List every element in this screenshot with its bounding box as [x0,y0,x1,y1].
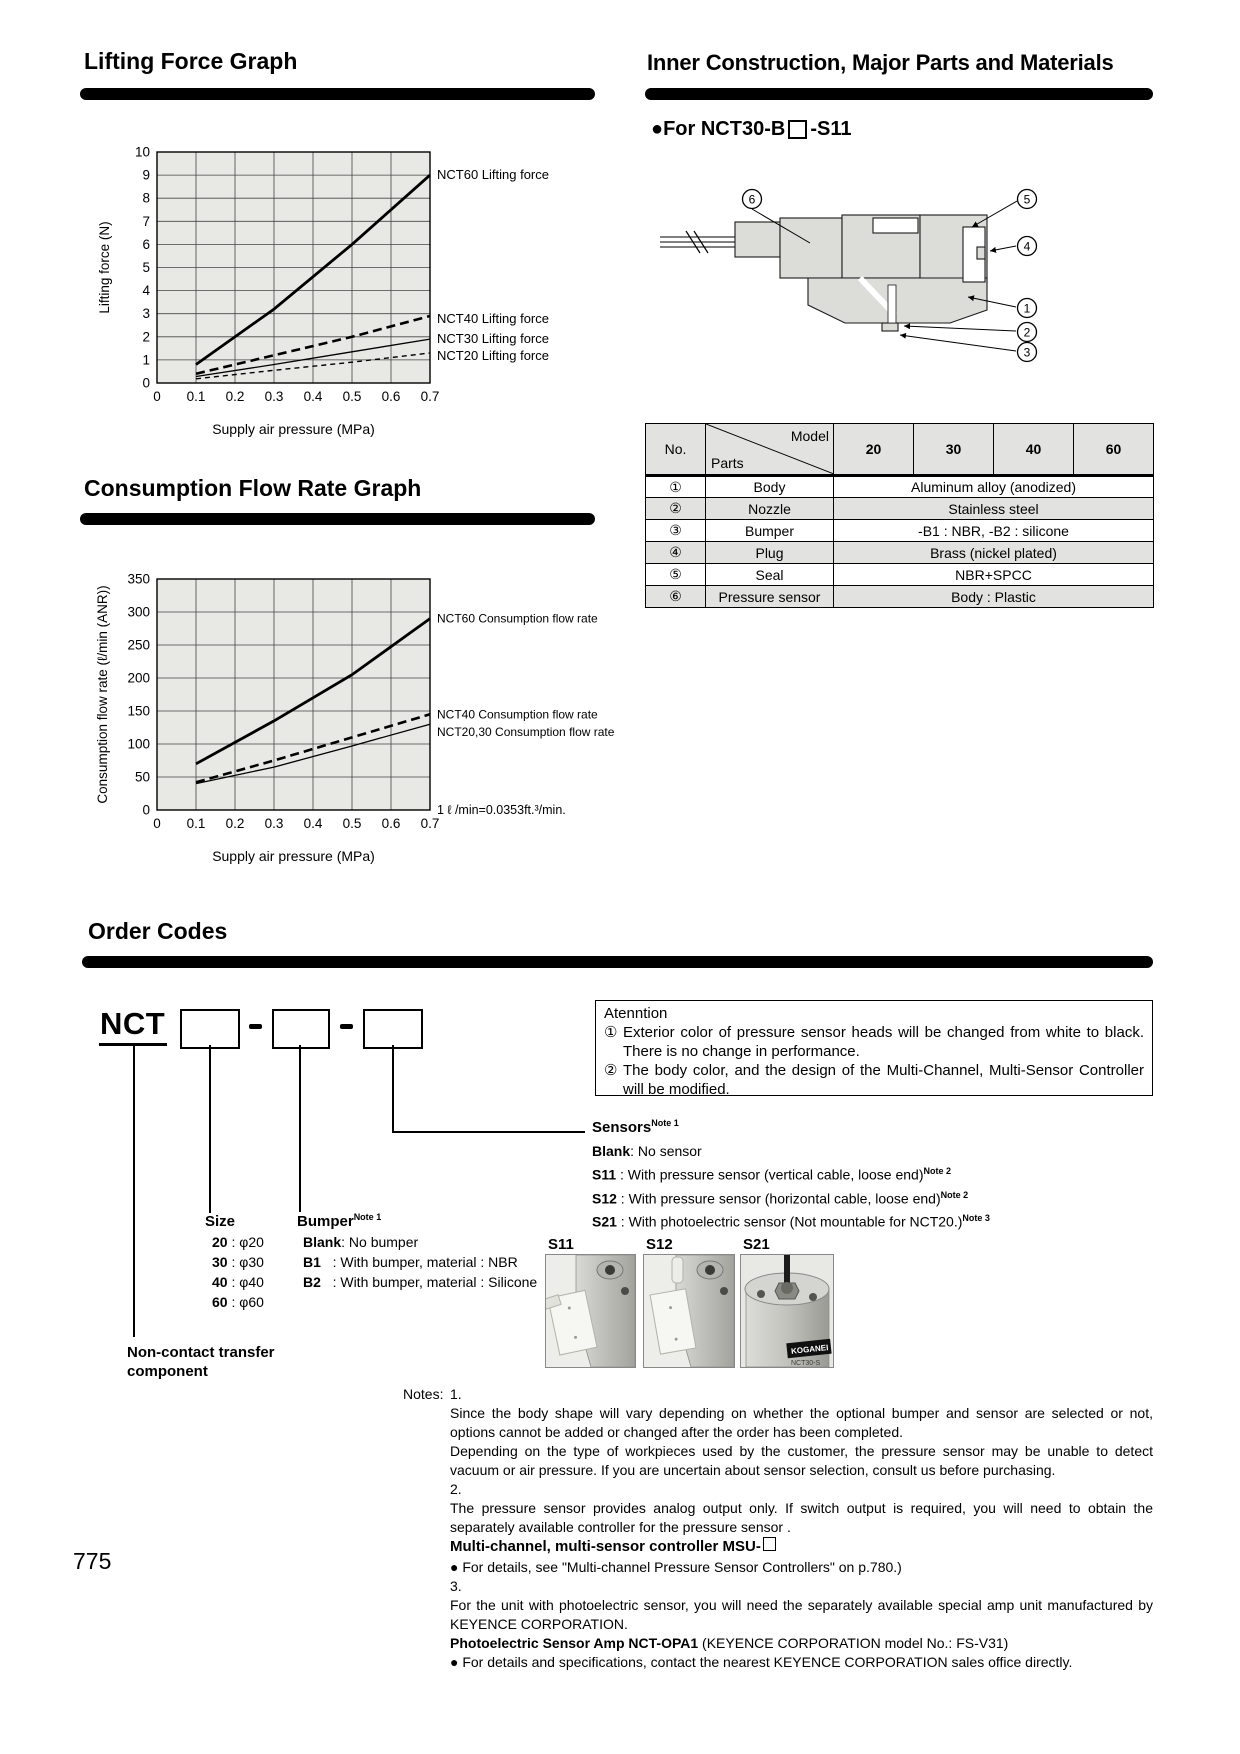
row-material: Body : Plastic [834,586,1154,608]
bumper-option: Blank: No bumper [303,1234,419,1250]
callout-1: 1 [1023,301,1031,316]
connector-sensor-h [392,1131,585,1133]
table-row [646,564,1154,586]
page-number: 775 [73,1548,112,1574]
connector-sensor-v [392,1045,394,1133]
col-no: No. [646,424,706,476]
svg-text:Lifting force (N): Lifting force (N) [97,221,112,314]
row-part: Bumper [706,520,834,542]
attention-title: Atenntion [604,1005,668,1022]
svg-text:0.7: 0.7 [420,389,440,404]
photo-label-s21: S21 [743,1236,770,1253]
sensor-photo-s11-image [546,1255,635,1367]
svg-text:0.6: 0.6 [381,816,401,831]
svg-text:NCT60 Lifting force: NCT60 Lifting force [437,167,549,183]
svg-text:NCT30 Lifting force: NCT30 Lifting force [437,331,549,347]
consumption-flow-rate-chart [85,565,630,875]
row-no: ⑤ [646,564,706,586]
cable [660,231,735,253]
table-row [646,476,1154,498]
circled-1: ① [604,1024,618,1042]
model-caption: NCT30-S [791,1360,821,1367]
svg-text:NCT60 Consumption flow rate: NCT60 Consumption flow rate [437,611,598,626]
sensor-option: S21 : With photoelectric sensor (Not mountable for NCT20.)$^{Note 3}$ [592,1213,990,1230]
bumper-legend [297,1212,537,1290]
callout-6: 6 [748,192,756,207]
bumper-option: B1 : With bumper, material : NBR [303,1254,518,1270]
header-parts: Parts [711,455,744,471]
inner-construction-diagram [650,185,1050,370]
subtitle-prefix: ●For NCT30-B [651,118,786,140]
svg-text:8: 8 [142,190,150,206]
svg-text:0.2: 0.2 [225,389,245,404]
svg-text:5: 5 [142,260,150,275]
row-part: Nozzle [706,498,834,520]
svg-text:0.4: 0.4 [303,816,323,831]
sensor-amp-line: Photoelectric Sensor Amp NCT-OPA1 (KEYENCE CORPORATION model No.: FS-V31) [450,1634,1009,1651]
size-legend [205,1213,264,1310]
row-material: Aluminum alloy (anodized) [834,476,1154,498]
sensor-option: S12 : With pressure sensor (horizontal cable, loose end)$^{Note 2}$ [592,1189,969,1207]
photo-s21 [740,1236,834,1368]
table-row [646,498,1154,520]
table-row [646,520,1154,542]
row-no: ④ [646,542,706,564]
blank-box-glyph [788,120,807,139]
lifting-force-chart [85,138,630,445]
lifting-force-graph-title: Lifting Force Graph [84,48,298,74]
section-rule [80,88,595,100]
circled-2: ② [604,1062,618,1080]
bumper-note-ref: Note 1 [353,1212,382,1222]
svg-text:1 ℓ /min=0.0353ft.³/min.: 1 ℓ /min=0.0353ft.³/min. [437,803,566,817]
svg-text:10: 10 [134,144,150,160]
table-row [646,586,1154,608]
attention-item [604,1023,1144,1061]
svg-text:0: 0 [142,802,150,818]
svg-text:300: 300 [127,604,150,620]
svg-text:0: 0 [153,816,161,831]
photo-label-s11: S11 [548,1236,574,1253]
connector-prefix [133,1046,135,1337]
row-material: Brass (nickel plated) [834,542,1154,564]
size-option: 20 : φ20 [212,1234,264,1250]
sensors-note-ref: Note 1 [651,1118,679,1128]
sensor-photo-s12-image [644,1255,734,1367]
col-model-40: 40 [994,424,1074,476]
table-row [646,542,1154,564]
attention-text: The body color, and the design of the Multi-Channel, Multi-Sensor Controller will be modified. [623,1062,1144,1099]
sensors-legend [592,1118,1152,1230]
body-lower-block [808,278,987,323]
section-rule [80,513,595,525]
component-label: Non-contact transfer component [127,1344,275,1380]
col-model-30: 30 [914,424,994,476]
svg-text:7: 7 [142,213,150,229]
svg-text:NCT20,30 Consumption flow rate: NCT20,30 Consumption flow rate [437,725,615,740]
blank-box-glyph [763,1537,776,1551]
svg-text:150: 150 [127,703,150,719]
inner-construction-title: Inner Construction, Major Parts and Materials [647,50,1114,75]
header-model: Model [790,428,829,444]
connector-bumper [299,1045,301,1212]
svg-text:NCT40 Lifting force: NCT40 Lifting force [437,311,549,327]
svg-text:0.5: 0.5 [342,389,362,404]
size-option: 30 : φ30 [212,1254,264,1270]
consumption-flow-rate-title: Consumption Flow Rate Graph [84,475,422,501]
sensor-code-box [363,1009,423,1049]
size-label: Size [205,1213,236,1230]
section-rule [82,956,1153,968]
svg-text:0.6: 0.6 [381,389,401,404]
notes-block [403,1385,1155,1672]
svg-text:4: 4 [142,283,150,299]
svg-text:0.2: 0.2 [225,816,245,831]
sensor-option: Blank: No sensor [592,1143,702,1159]
note-1: 1. Since the body shape will vary depending on whether the optional bumper and sensor are selected or not, options cannot be added or changed after the order has been completed. Depending on the type of workpieces used by the customer, the pressure sensor may be unable to detect vacuum or air pressure. If you are uncertain about sensor selection, consult us before purchasing. [450,1386,1153,1479]
size-option: 60 : φ60 [212,1294,264,1310]
attention-item [604,1061,1144,1099]
sensor-stem [735,222,780,257]
parts-materials-table [645,423,1154,608]
row-part: Body [706,476,834,498]
inner-construction-subtitle [651,118,851,141]
notes-label: Notes: [403,1386,444,1402]
svg-text:0.5: 0.5 [342,816,362,831]
subtitle-suffix: -S11 [810,118,852,140]
nozzle-channel [888,285,896,323]
row-material: NBR+SPCC [834,564,1154,586]
svg-text:0.7: 0.7 [420,816,440,831]
svg-text:0.1: 0.1 [186,389,206,404]
row-material: Stainless steel [834,498,1154,520]
svg-text:Supply air pressure (MPa): Supply air pressure (MPa) [212,421,375,437]
pressure-sensor-body [780,218,842,278]
code-dash [340,1024,353,1029]
row-no: ⑥ [646,586,706,608]
callout-3: 3 [1023,345,1031,360]
sensor-option: S11 : With pressure sensor (vertical cable, loose end)$^{Note 2}$ [592,1166,952,1183]
svg-text:1: 1 [142,352,150,368]
size-option: 40 : φ40 [212,1274,264,1290]
sensor-photo-s21-image [741,1255,833,1367]
svg-text:3: 3 [142,306,150,322]
msu-controller-line: Multi-channel, multi-sensor controller MSU- [450,1537,1153,1557]
code-dash [249,1024,262,1029]
svg-text:0: 0 [142,375,150,391]
size-code-box [180,1009,240,1049]
photo-label-s12: S12 [646,1236,673,1253]
svg-text:50: 50 [134,769,150,785]
row-part: Plug [706,542,834,564]
svg-text:0.3: 0.3 [264,389,284,404]
svg-text:0.4: 0.4 [303,389,323,404]
svg-text:NCT40 Consumption flow rate: NCT40 Consumption flow rate [437,707,598,722]
callout-4: 4 [1023,239,1031,254]
svg-text:0.1: 0.1 [186,816,206,831]
photo-s11 [545,1236,636,1368]
note-2: 2. The pressure sensor provides analog output only. If switch output is required, you will need to obtain the separately available controller for the pressure sensor . Multi-channel, multi-sensor controller MSU- ● For details, see "Multi-channel Pressure Sensor Controllers" on p.780.) [450,1481,1153,1575]
svg-text:NCT20 Lifting force: NCT20 Lifting force [437,347,549,363]
brand-badge: KOGANEI [790,1343,829,1356]
row-no: ③ [646,520,706,542]
svg-text:6: 6 [142,236,150,252]
plug-notch [977,247,985,259]
sensors-label: Sensors$^{Note 1}$ [592,1118,679,1136]
note-3: 3. For the unit with photoelectric sensor, you will need the separately available special amp unit manufactured by KEYENCE CORPORATION. Photoelectric Sensor Amp NCT-OPA1 (KEYENCE CORPORATION model No.: FS-V31) ● For details and specifications, contact the nearest KEYENCE CORPORATION sales office directly. [450,1577,1153,1670]
order-codes-title: Order Codes [88,918,228,944]
svg-text:350: 350 [127,571,150,587]
bumper-option: B2 : With bumper, material : Silicone [303,1274,538,1290]
row-no: ② [646,498,706,520]
svg-text:0.3: 0.3 [264,816,284,831]
order-code-prefix: NCT [100,1006,166,1041]
callout-5: 5 [1023,192,1031,207]
svg-text:100: 100 [127,736,150,752]
col-model-60: 60 [1074,424,1154,476]
callout-2: 2 [1023,325,1031,340]
connector-size [209,1045,211,1213]
svg-text:200: 200 [127,670,150,686]
svg-text:9: 9 [142,167,150,183]
attention-box [595,1000,1153,1099]
col-model-20: 20 [834,424,914,476]
nozzle-tip [882,323,898,331]
photo-s12 [643,1236,735,1368]
row-part: Pressure sensor [706,586,834,608]
row-no: ① [646,476,706,498]
row-material: -B1 : NBR, -B2 : silicone [834,520,1154,542]
section-rule [645,88,1153,100]
attention-text: Exterior color of pressure sensor heads will be changed from white to black. There is no change in performance. [623,1024,1144,1061]
svg-text:0: 0 [153,389,161,404]
svg-text:250: 250 [127,637,150,653]
bumper-label: Bumper$^{Note 1}$ [297,1212,382,1230]
svg-text:Supply air pressure (MPa): Supply air pressure (MPa) [212,848,375,864]
row-part: Seal [706,564,834,586]
svg-text:2: 2 [142,329,150,345]
svg-text:Consumption flow rate (ℓ/min (: Consumption flow rate (ℓ/min (ANR)) [95,585,110,804]
top-cutout [873,218,918,233]
bumper-code-box [272,1009,330,1049]
col-model-parts [706,424,834,476]
